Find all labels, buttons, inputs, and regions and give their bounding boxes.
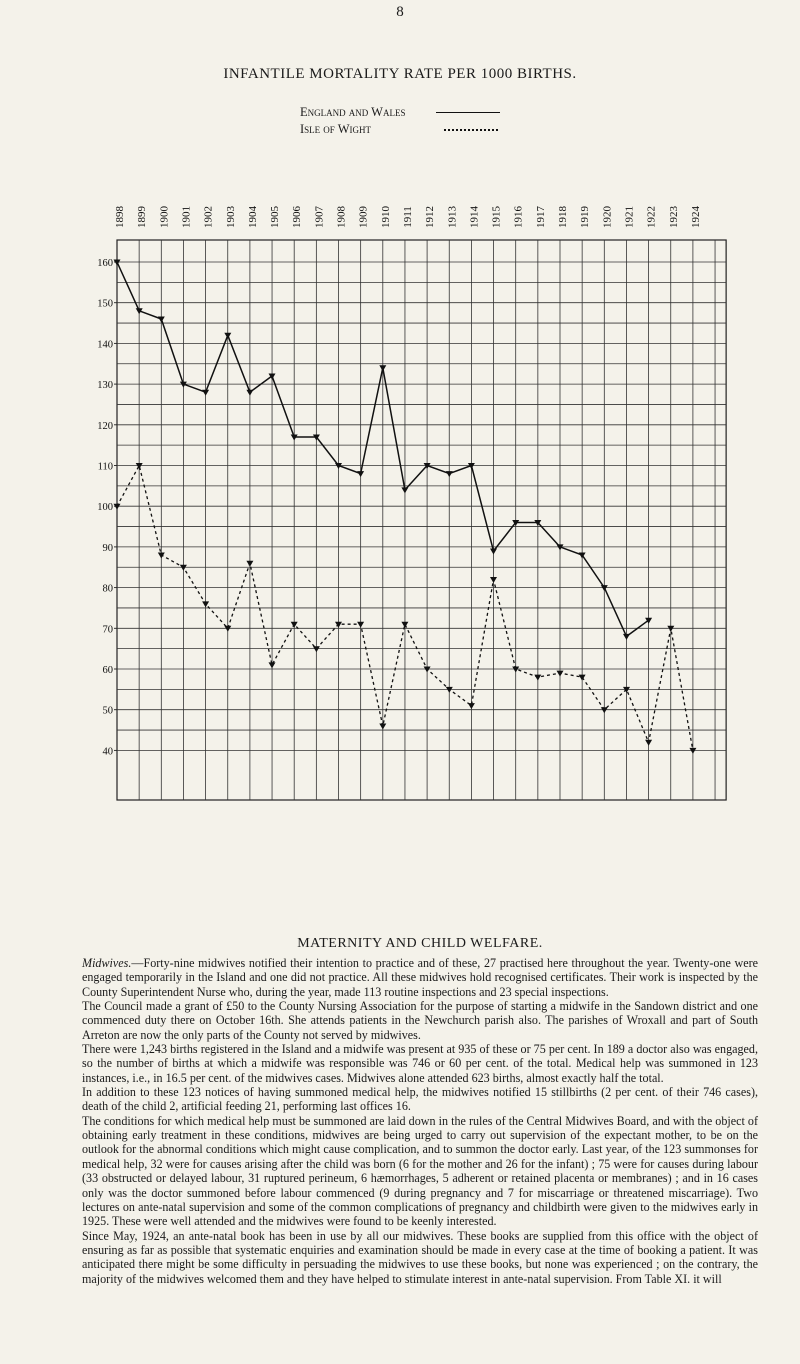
x-tick-label: 1909 xyxy=(357,206,370,228)
y-tick-label: 60 xyxy=(102,665,113,676)
data-point-isle-of-wight xyxy=(180,565,187,571)
data-point-england xyxy=(158,317,165,323)
x-tick-label: 1916 xyxy=(512,206,525,228)
x-tick-label: 1920 xyxy=(601,206,614,228)
x-tick-label: 1919 xyxy=(579,206,592,228)
body-text xyxy=(82,936,758,1286)
data-point-isle-of-wight xyxy=(401,622,408,628)
data-point-isle-of-wight xyxy=(645,740,652,746)
paragraph-notices: In addition to these 123 notices of having summoned medical help, the midwives notified 15 stillbirths (2 per cent. of their 746 cases), death of the child 2, artificial feeding 21, performing last offices 16. xyxy=(82,1085,758,1114)
data-point-isle-of-wight xyxy=(269,662,276,668)
y-tick-label: 140 xyxy=(97,339,113,351)
x-tick-label: 1903 xyxy=(224,206,237,228)
paragraph-text: —Forty-nine midwives notified their intention to practice and of these, 27 practised here throughout the year. Twenty-one were engaged temporarily in the Island and one did not practice. All these midwives hold recognised certificates. Their work is inspected by the County Superintendent Nurse who, during the year, made 113 routine inspections and 23 special inspections. xyxy=(82,956,758,999)
y-tick-label: 40 xyxy=(102,746,113,758)
data-point-england xyxy=(357,471,364,477)
data-point-isle-of-wight xyxy=(446,687,453,693)
paragraph-lead: Midwives. xyxy=(82,956,132,970)
x-tick-label: 1923 xyxy=(667,206,680,228)
paragraph-grant: The Council made a grant of £50 to the County Nursing Association for the purpose of starting a midwife in the Sandown district and one commenced duty there on October 16th. She attends patients in the Newchurch parish also. The parishes of Wroxall and part of South Arreton are now the only parts of the County not served by midwives. xyxy=(82,999,758,1042)
x-tick-label: 1915 xyxy=(490,206,503,228)
x-tick-label: 1922 xyxy=(645,206,658,228)
chart-title: INFANTILE MORTALITY RATE PER 1000 BIRTHS. xyxy=(223,66,577,82)
y-tick-label: 90 xyxy=(102,542,113,554)
data-point-isle-of-wight xyxy=(424,667,431,673)
legend-label-isle-of-wight: Isle of Wight xyxy=(300,122,371,136)
data-point-england xyxy=(114,260,121,266)
data-point-england xyxy=(401,487,408,493)
page-number: 8 xyxy=(396,4,404,20)
x-tick-label: 1904 xyxy=(246,206,259,228)
x-tick-label: 1907 xyxy=(313,206,326,228)
x-tick-label: 1910 xyxy=(379,206,392,228)
grid-border xyxy=(117,240,726,800)
data-point-england xyxy=(446,471,453,477)
x-tick-label: 1924 xyxy=(689,206,702,228)
data-point-isle-of-wight xyxy=(623,687,630,693)
y-tick-label: 100 xyxy=(97,502,113,514)
x-tick-label: 1918 xyxy=(557,206,569,228)
data-point-isle-of-wight xyxy=(689,748,696,754)
data-point-england xyxy=(202,390,209,396)
y-tick-label: 50 xyxy=(102,705,113,717)
data-point-england xyxy=(490,549,497,555)
x-tick-label: 1898 xyxy=(114,206,126,228)
legend-entry-england xyxy=(300,104,500,121)
data-point-england xyxy=(246,390,253,396)
x-tick-label: 1921 xyxy=(623,206,636,228)
data-point-isle-of-wight xyxy=(313,646,320,652)
y-tick-label: 130 xyxy=(97,380,113,392)
data-point-isle-of-wight xyxy=(667,626,674,632)
x-tick-label: 1914 xyxy=(468,206,481,228)
y-tick-label: 160 xyxy=(97,258,113,269)
y-tick-label: 120 xyxy=(97,420,113,432)
data-point-isle-of-wight xyxy=(512,667,519,673)
legend-swatch-solid xyxy=(436,112,500,113)
data-point-isle-of-wight xyxy=(136,463,143,469)
data-point-isle-of-wight xyxy=(335,622,342,628)
paragraph-conditions: The conditions for which medical help must be summoned are laid down in the rules of the Central Midwives Board, and with the object of obtaining early treatment in these conditions, midwives are being urged to carry out supervision of the expectant mother, to be on the outlook for the abnormal conditions which might cause complication, and to summon the doctor early. Last year, of the 123 summonses for medical help, 32 were for causes arising after the child was born (6 for the mother and 26 for the infant) ; 75 were for causes during labour (33 obstructed or delayed labour, 31 ruptured perineum, 6 hæmorrhages, 5 adherent or retained placenta or membranes) ; and in 16 cases only was the doctor summoned before labour commenced (9 during pregnancy and 7 for miscarriage or threatened miscarriage). Two lectures on ante-natal supervision and some of the common complications of pregnancy and childbirth were given to the midwives early in 1925. These were well attended and the midwives were found to be keenly interested. xyxy=(82,1113,758,1229)
x-tick-label: 1899 xyxy=(136,206,149,228)
x-tick-label: 1900 xyxy=(158,206,171,228)
data-point-isle-of-wight xyxy=(158,553,165,559)
data-point-england xyxy=(623,634,630,640)
x-tick-label: 1913 xyxy=(446,206,459,228)
legend-swatch-dotted xyxy=(444,129,498,131)
data-point-isle-of-wight xyxy=(601,707,608,713)
data-point-isle-of-wight xyxy=(114,504,121,510)
data-point-england xyxy=(601,585,608,591)
x-tick-label: 1908 xyxy=(335,206,348,228)
x-tick-label: 1905 xyxy=(269,206,282,228)
data-point-isle-of-wight xyxy=(357,622,364,628)
x-tick-label: 1901 xyxy=(180,206,193,228)
x-tick-label: 1902 xyxy=(202,206,215,228)
mortality-line-chart xyxy=(0,150,800,810)
y-tick-label: 80 xyxy=(102,583,113,595)
y-tick-label: 150 xyxy=(97,298,113,310)
x-tick-label: 1911 xyxy=(401,206,414,228)
y-tick-label: 110 xyxy=(97,461,113,473)
x-tick-label: 1917 xyxy=(534,206,547,228)
paragraph-births: There were 1,243 births registered in the Island and a midwife was present at 935 of these or 75 per cent. In 189 a doctor also was engaged, so the number of births at which a midwife was responsible was 746 or 60 per cent. of the total. Medical help was summoned in 123 instances, i.e., in 16.5 per cent. of the midwives cases. Midwives alone attended 623 births, almost exactly half the total. xyxy=(82,1042,758,1085)
x-tick-label: 1906 xyxy=(291,206,304,228)
data-point-isle-of-wight xyxy=(224,626,231,632)
legend-entry-isle-of-wight xyxy=(300,121,500,138)
legend-label-england: England and Wales xyxy=(300,105,406,119)
data-point-isle-of-wight xyxy=(579,675,586,681)
paragraph-midwives xyxy=(82,956,758,999)
data-point-england xyxy=(379,365,386,371)
data-point-isle-of-wight xyxy=(490,577,497,583)
paragraph-antenatal-book: Since May, 1924, an ante-natal book has been in use by all our midwives. These books are supplied from this office with the object of ensuring as far as possible that systematic enquiries and examination should be made in every case at the time of booking a patient. It was anticipated there might be some difficulty in persuading the midwives to use these books, but none was experienced ; on the contrary, the majority of the midwives welcomed them and they have helped to stimulate interest in ante-natal supervision. From Table XI. it will xyxy=(82,1228,758,1286)
chart-legend xyxy=(300,104,500,138)
data-point-isle-of-wight xyxy=(379,724,386,730)
data-point-isle-of-wight xyxy=(557,671,564,677)
data-point-isle-of-wight xyxy=(246,561,253,567)
section-heading: MATERNITY AND CHILD WELFARE. xyxy=(297,936,543,951)
x-tick-label: 1912 xyxy=(424,206,437,228)
data-point-isle-of-wight xyxy=(534,675,541,681)
data-point-isle-of-wight xyxy=(468,703,475,709)
y-tick-label: 70 xyxy=(102,624,113,636)
data-point-england xyxy=(224,333,231,339)
